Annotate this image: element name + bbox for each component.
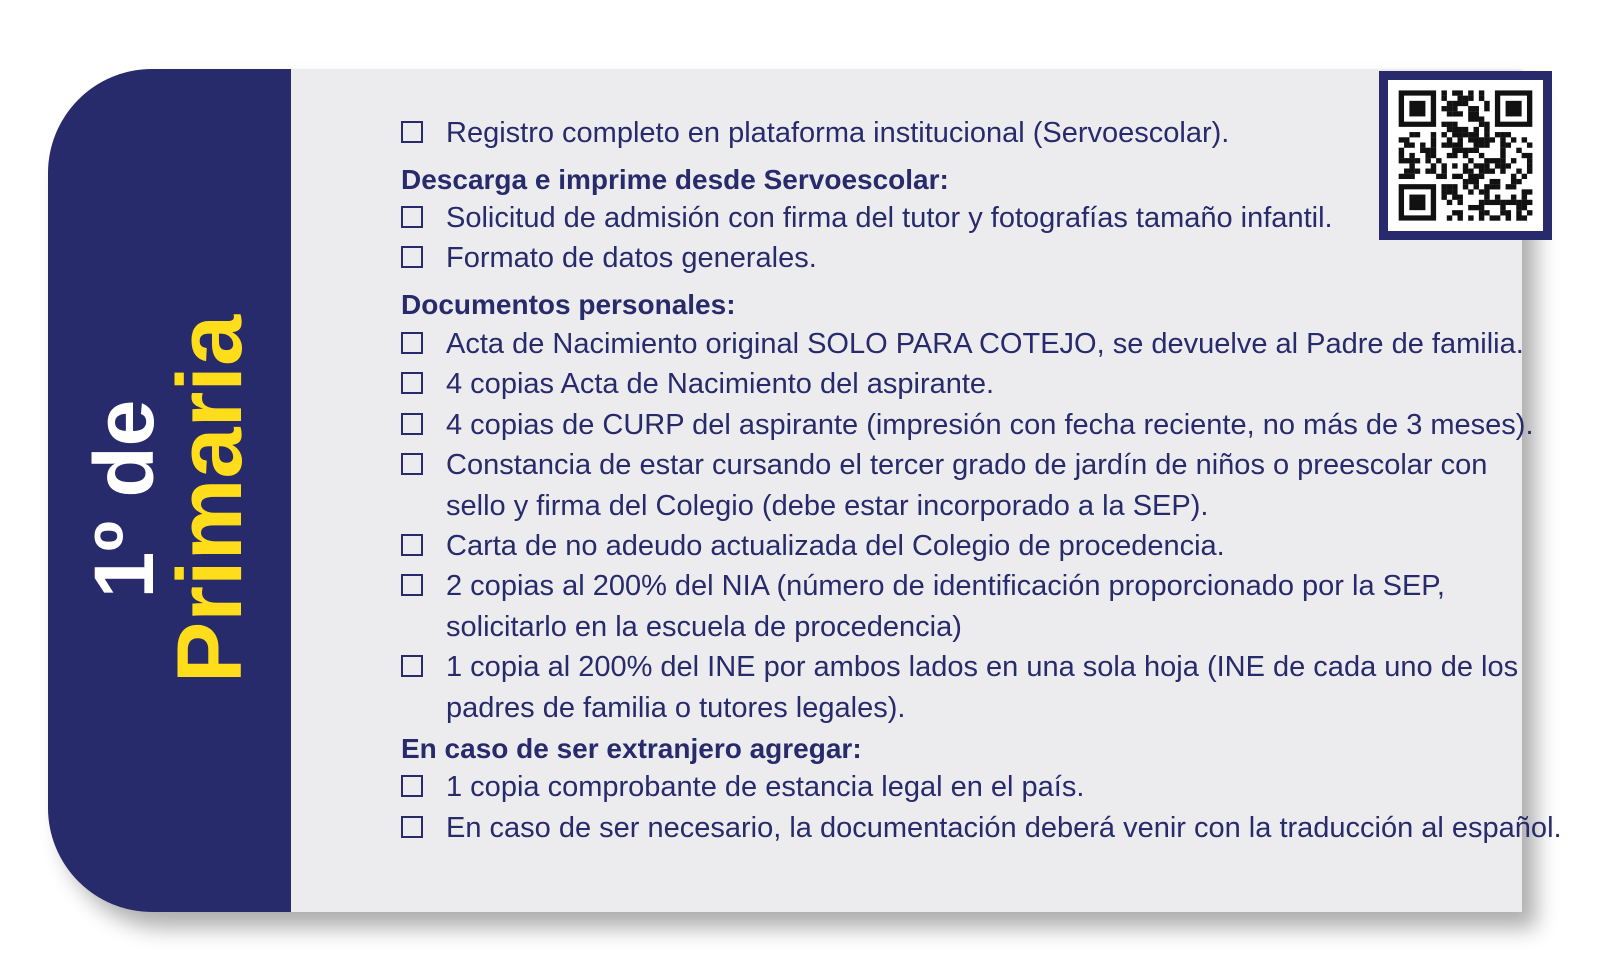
qr-code-icon[interactable] <box>1388 80 1543 231</box>
checklist-item-label: Registro completo en plataforma institucional (Servoescolar). <box>446 117 1230 149</box>
checklist-item-label-line1: Constancia de estar cursando el tercer grado de jardín de niños o preescolar con <box>446 449 1488 481</box>
requirements-card <box>48 69 1562 912</box>
checklist-item-solicitud[interactable] <box>401 198 1333 239</box>
checkbox[interactable] <box>401 246 423 268</box>
grade-title-line1: 1º de <box>77 399 171 599</box>
checkbox[interactable] <box>401 332 423 354</box>
checklist-item-estancia[interactable] <box>401 767 1084 808</box>
checklist-item-traduccion[interactable] <box>401 808 1562 849</box>
checkbox[interactable] <box>401 453 423 475</box>
checklist-item-ine[interactable] <box>401 647 1518 729</box>
checklist-item-label-line1: 1 copia al 200% del INE por ambos lados en una sola hoja (INE de cada uno de los <box>446 651 1519 683</box>
checklist-item-label: Carta de no adeudo actualizada del Colegio de procedencia. <box>446 530 1225 562</box>
checkbox[interactable] <box>401 816 423 838</box>
checklist-item-carta[interactable] <box>401 526 1225 567</box>
checklist-item-formato[interactable] <box>401 238 817 279</box>
section-heading-documentos: Documentos personales: <box>401 289 736 320</box>
checkbox[interactable] <box>401 655 423 677</box>
qr-code-frame <box>1379 71 1552 240</box>
checklist-item-label-line2: solicitarlo en la escuela de procedencia) <box>446 611 962 643</box>
grade-sidebar <box>48 69 291 912</box>
checklist-item-label: Acta de Nacimiento original SOLO PARA COTEJO, se devuelve al Padre de familia. <box>446 328 1524 360</box>
checklist-item-label: 4 copias de CURP del aspirante (impresión con fecha reciente, no más de 3 meses). <box>446 409 1534 441</box>
checkbox[interactable] <box>401 775 423 797</box>
checklist-item-curp[interactable] <box>401 405 1534 446</box>
checklist-item-label: Formato de datos generales. <box>446 242 817 274</box>
checklist-item-acta-original[interactable] <box>401 324 1524 365</box>
checklist-item-nia[interactable] <box>401 566 1445 648</box>
checklist-panel <box>291 69 1562 912</box>
checklist-item-label-line2: padres de familia o tutores legales). <box>446 692 906 724</box>
section-heading-descarga: Descarga e imprime desde Servoescolar: <box>401 164 949 195</box>
section-heading-extranjero: En caso de ser extranjero agregar: <box>401 733 862 764</box>
checklist-item-label: 4 copias Acta de Nacimiento del aspirante. <box>446 368 995 400</box>
checklist-item-label-line2: sello y firma del Colegio (debe estar incorporado a la SEP). <box>446 490 1209 522</box>
grade-title-line2: Primaria <box>159 314 261 684</box>
checkbox[interactable] <box>401 372 423 394</box>
checkbox[interactable] <box>401 206 423 228</box>
checklist-item-label-line1: 2 copias al 200% del NIA (número de identificación proporcionado por la SEP, <box>446 570 1445 602</box>
checklist-item-acta-copias[interactable] <box>401 364 994 405</box>
checkbox[interactable] <box>401 534 423 556</box>
checklist-item-constancia[interactable] <box>401 445 1487 527</box>
grade-title <box>77 314 261 684</box>
checkbox[interactable] <box>401 413 423 435</box>
checklist-item-label: Solicitud de admisión con firma del tutor y fotografías tamaño infantil. <box>446 202 1333 234</box>
requirements-checklist <box>291 69 1562 912</box>
checklist-item-registro[interactable] <box>401 113 1229 154</box>
checkbox[interactable] <box>401 121 423 143</box>
checklist-item-label: En caso de ser necesario, la documentación deberá venir con la traducción al español. <box>446 812 1562 844</box>
checkbox[interactable] <box>401 574 423 596</box>
checklist-item-label: 1 copia comprobante de estancia legal en el país. <box>446 771 1085 803</box>
